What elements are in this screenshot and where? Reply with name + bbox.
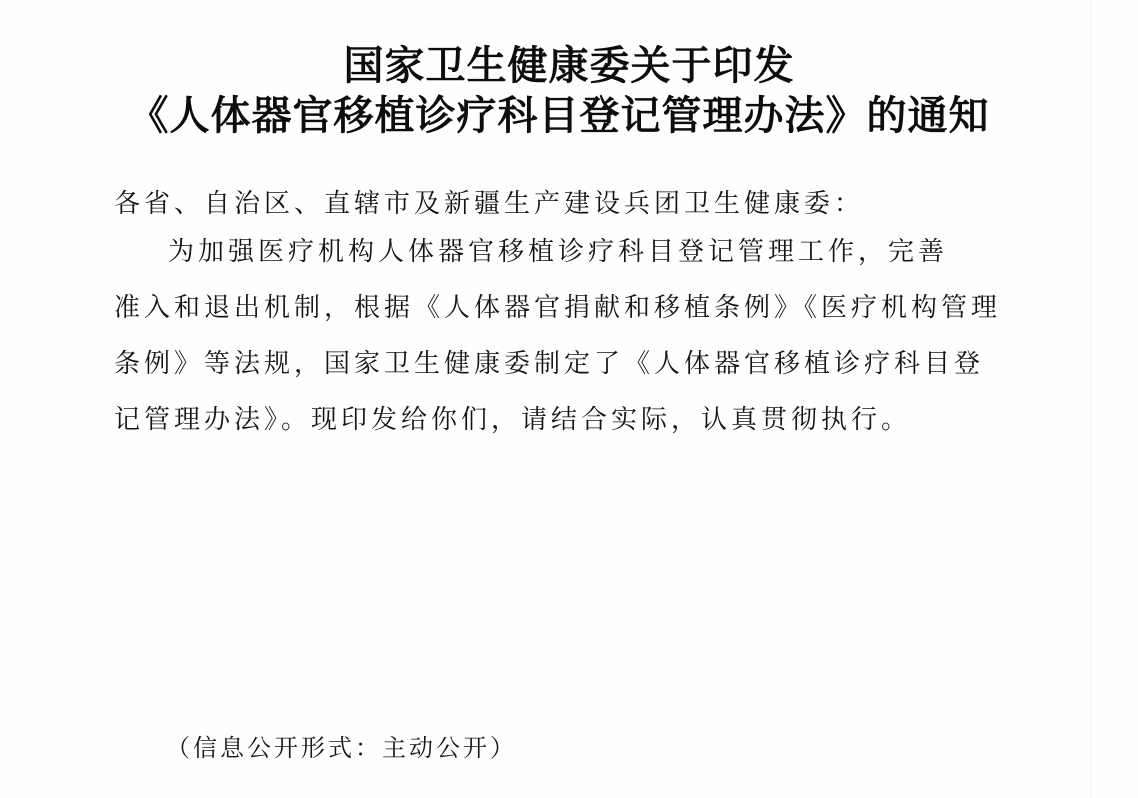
document-title-line-1: 国家卫生健康委关于印发 (343, 43, 795, 89)
body-paragraph (114, 224, 1014, 448)
document-title-line-2: 《人体器官移植诊疗科目登记管理办法》的通知 (128, 93, 990, 139)
body-line: 准入和退出机制，根据《人体器官捐献和移植条例》《医疗机构管理 (114, 293, 1002, 323)
body-line: 记管理办法》。现印发给你们，请结合实际，认真贯彻执行。 (114, 405, 912, 435)
body-line: 为加强医疗机构人体器官移植诊疗科目登记管理工作，完善 (168, 237, 949, 267)
scan-edge-shading (1090, 0, 1091, 798)
body-line: 条例》等法规，国家卫生健康委制定了《人体器官移植诊疗科目登 (114, 349, 985, 379)
disclosure-note: （信息公开形式：主动公开） (166, 734, 517, 762)
salutation: 各省、自治区、直辖市及新疆生产建设兵团卫生健康委： (114, 189, 865, 219)
